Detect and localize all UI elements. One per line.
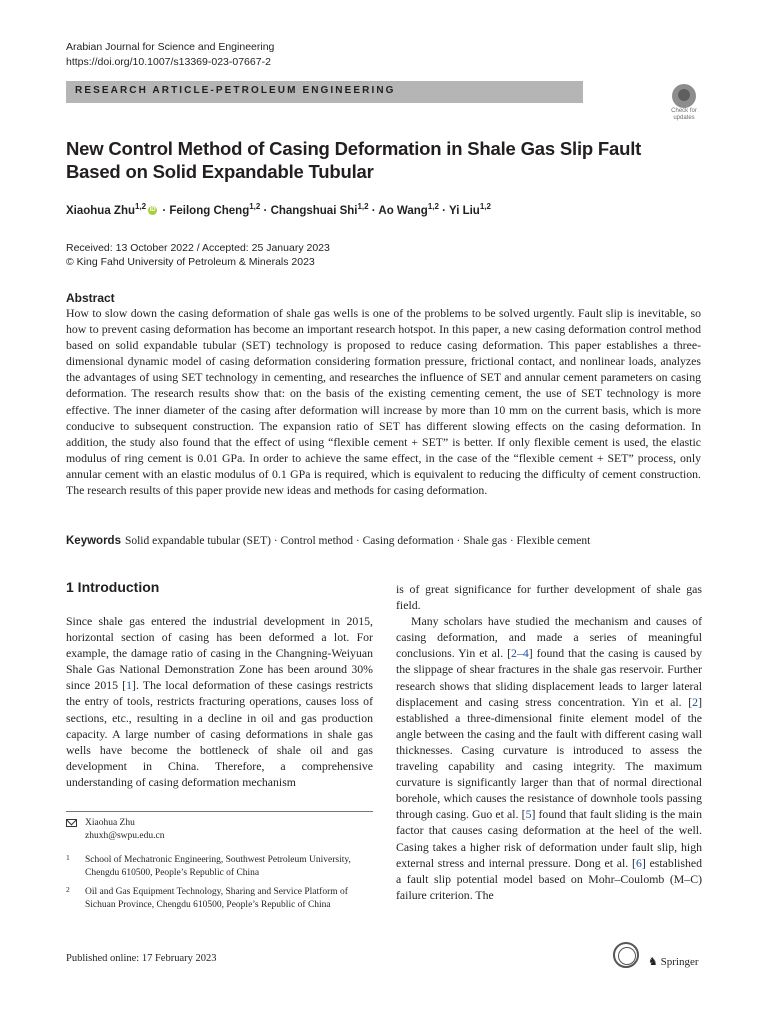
article-title: New Control Method of Casing Deformation in Shale Gas Slip Fault Based on Solid Expandable Tubular xyxy=(66,138,642,182)
body-text: Many scholars have studied the mechanism and causes of casing deformation, and made a series of meaningful conclusions. Yin et al. [ xyxy=(396,614,702,661)
affiliation-number: 1 xyxy=(66,853,70,862)
author-list xyxy=(66,202,491,217)
body-text: ] established a three-dimensional finite element model of the angle between the casing and the fault with different casing wall thicknesses. Casing curvature is introduced to assess the traveling capability and casing integrity. The maximum curvature is significantly larger than that of normal directional borehole, which causes the resistance of downhole tools passing through casing. Guo et al. [ xyxy=(396,694,702,822)
body-text: Since shale gas entered the industrial development in 2015, horizontal section of casing has been deformed a lot. For example, the damage ratio of casing in the Changning-Weiyuan Shale Gas National Demonstration Zone has been around 30% since 2015 [ xyxy=(66,614,373,693)
author-affiliation-marker: 1,2 xyxy=(427,202,439,211)
affiliation-text: Oil and Gas Equipment Technology, Sharing and Service Platform of Sichuan Province, Chengdu 610500, People’s Republic of China xyxy=(85,887,348,910)
paragraph xyxy=(396,613,702,903)
keywords xyxy=(66,535,590,547)
author-name[interactable]: Xiaohua Zhu xyxy=(66,204,135,217)
keywords-label: Keywords xyxy=(66,535,121,547)
body-text: ]. The local deformation of these casings restricts the entry of tools, restricts fracturing operations, causes loss of sections, etc., resulting in a decline in oil and gas production capacity. A large number of casing deformations in shale gas wells have become the bottleneck of shale oil and gas development in China. Therefore, a comprehensive understanding of casing deformation mechanism xyxy=(66,678,373,789)
author-name[interactable]: Feilong Cheng xyxy=(169,204,250,217)
author-separator: · xyxy=(260,204,271,217)
springer-logo xyxy=(648,955,699,968)
citation-link[interactable]: 2–4 xyxy=(511,646,529,661)
check-for-updates-icon[interactable] xyxy=(664,84,704,126)
journal-info xyxy=(66,40,274,70)
body-column-right xyxy=(396,581,702,903)
corresponding-author-name: Xiaohua Zhu xyxy=(85,818,135,828)
author-affiliation-marker: 1,2 xyxy=(135,202,147,211)
springer-horse-icon: ♞ xyxy=(648,956,658,968)
citation-link[interactable]: 5 xyxy=(525,807,532,822)
body-column-left xyxy=(66,613,373,790)
author-affiliation-marker: 1,2 xyxy=(249,202,261,211)
affiliation-2 xyxy=(66,886,373,912)
section-banner xyxy=(66,81,583,103)
doi-link[interactable]: https://doi.org/10.1007/s13369-023-07667-2 xyxy=(66,56,271,68)
affiliation-number: 2 xyxy=(66,885,70,894)
corresponding-author xyxy=(66,817,164,843)
corresponding-author-email[interactable]: zhuxh@swpu.edu.cn xyxy=(85,831,165,841)
citation-link[interactable]: 6 xyxy=(635,855,642,870)
body-text: ] found that fault sliding is the main factor that causes casing deformation at the heel of the well. Casing takes a higher risk of deformation under fault slip, high external stress and internal pressure. Dong et al. [ xyxy=(396,807,702,870)
citation-link[interactable]: 2 xyxy=(692,694,699,709)
section-label: RESEARCH ARTICLE-PETROLEUM ENGINEERING xyxy=(75,85,396,96)
author-affiliation-marker: 1,2 xyxy=(479,202,491,211)
body-text: ] established a fault slip potential model based on Mohr–Coulomb (M–C) failure criterion. The xyxy=(396,855,702,902)
check-for-updates-label: Check for updates xyxy=(671,108,697,121)
abstract-heading: Abstract xyxy=(66,291,115,305)
author-name[interactable]: Yi Liu xyxy=(448,204,480,217)
author-separator: · xyxy=(368,204,379,217)
copyright: © King Fahd University of Petroleum & Minerals 2023 xyxy=(66,256,315,268)
body-text: ] found that the casing is caused by the slippage of shear fractures in the shale gas reservoir. Further research shows that sliding displacement leads to larger lateral displacement and casing stress concentration. Yin et al. [ xyxy=(396,646,702,709)
journal-name: Arabian Journal for Science and Engineering xyxy=(66,41,275,53)
paragraph: is of great significance for further development of shale gas field. xyxy=(396,582,702,613)
author-name[interactable]: Ao Wang xyxy=(378,204,428,217)
received-accepted: Received: 13 October 2022 / Accepted: 25 January 2023 xyxy=(66,242,330,254)
published-date: Published online: 17 February 2023 xyxy=(66,953,217,964)
publisher-name: Springer xyxy=(660,956,699,968)
section-heading-introduction: 1 Introduction xyxy=(66,579,160,595)
journal-seal-icon xyxy=(613,942,639,968)
author-name[interactable]: Changshuai Shi xyxy=(270,204,358,217)
author-separator: · xyxy=(159,204,170,217)
abstract-text: How to slow down the casing deformation of shale gas wells is one of the problems to be solved urgently. Fault slip is inevitable, so how to prevent casing deformation has become an important research hotspot. In this paper, a new casing deformation control method based on solid expandable tubular (SET) technology is proposed to reduce casing deformation. This paper establishes a three-dimensional dynamic model of casing deformation considering formation pressure, frictional contact, and nonlinear loads, analyzes the advantages of using SET technology in cementing, and researches the influence of SET and annular cement parameters on casing deformation. The research results show that: on the basis of the existing cementing cement, the use of SET technology is more effective. The inner diameter of the casing after deformation will increase by more than 10 mm on the current basis, which is more conducive to subsequent construction. The expansion ratio of SET has different slowing effects on the casing deformation. In addition, the study also found that the effect of using “flexible cement + SET” is better. If only flexible cement is used, the elastic modulus of ring cement is 0.01 GPa. In order to achieve the same effect, in the case of the “flexible cement + SET” process, only annular cement with an elastic modulus of 0.1 GPa is required, which is equivalent to reducing the difficulty of cement construction. The research results of this paper provide new ideas and methods for casing deformation. xyxy=(66,306,701,498)
check-for-updates-badge xyxy=(672,84,696,108)
author-affiliation-marker: 1,2 xyxy=(357,202,369,211)
affiliation-1 xyxy=(66,854,373,880)
citation-link[interactable]: 1 xyxy=(126,678,133,693)
footnote-divider xyxy=(66,811,373,812)
orcid-icon[interactable]: iD xyxy=(149,207,156,214)
envelope-icon xyxy=(66,819,77,827)
affiliation-text: School of Mechatronic Engineering, Southwest Petroleum University, Chengdu 610500, People’s Republic of China xyxy=(85,855,351,878)
article-dates xyxy=(66,241,330,269)
keywords-text: Solid expandable tubular (SET) · Control method · Casing deformation · Shale gas · Flexible cement xyxy=(124,535,591,547)
author-separator: · xyxy=(438,204,449,217)
